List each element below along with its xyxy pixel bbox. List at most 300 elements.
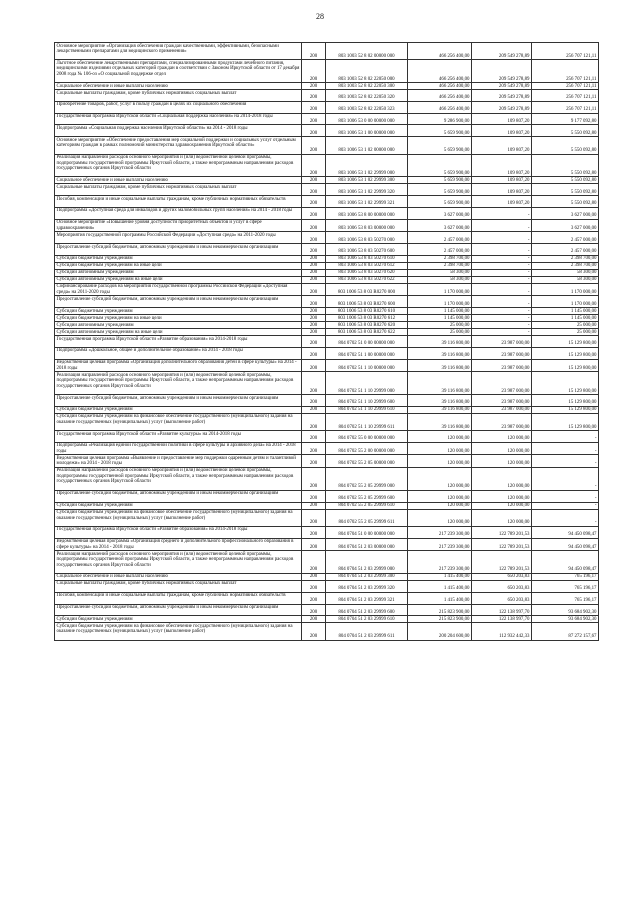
row-executed-amount: 122 789 201,53 [472, 526, 532, 538]
row-classification: 804 0704 51 2 03 29999 611 [326, 623, 408, 640]
table-row [55, 137, 599, 154]
table-row [55, 467, 599, 490]
table-row [55, 526, 599, 538]
row-executed-amount: 109 807,20 [472, 137, 532, 154]
row-classification: 803 1006 53 0 00 00000 000 [326, 113, 408, 125]
row-classification: 803 1006 53 8 03 R0270 612 [326, 315, 408, 322]
row-name: Субсидии бюджетным учреждениям [55, 616, 302, 623]
row-unexecuted-amount: 3 627 000,00 [532, 219, 599, 232]
row-code: 200 [302, 219, 326, 232]
row-classification: 803 1006 53 1 00 00000 000 [326, 125, 408, 137]
row-unexecuted-amount: 5 550 092,80 [532, 196, 599, 208]
row-executed-amount: 209 549 278,89 [472, 83, 532, 90]
row-executed-amount: - [472, 329, 532, 336]
row-unexecuted-amount: - [532, 502, 599, 509]
row-name: Подпрограмма «Реализация единой государственной политики в сфере культуры и архивного дела» на 2014 - 2018 годы [55, 442, 302, 455]
row-executed-amount: 120 000,00 [472, 455, 532, 468]
row-executed-amount: 122 789 201,53 [472, 538, 532, 551]
row-unexecuted-amount: 2 398 700,00 [532, 255, 599, 262]
table-row [55, 90, 599, 102]
row-classification: 803 1006 53 1 02 29999 321 [326, 196, 408, 208]
row-code: 200 [302, 184, 326, 196]
row-approved-amount: 2 457 000,00 [408, 232, 472, 244]
row-approved-amount: 1 415 400,00 [408, 573, 472, 580]
row-code: 200 [302, 283, 326, 296]
table-row [55, 442, 599, 455]
row-unexecuted-amount: 765 196,17 [532, 580, 599, 592]
row-executed-amount: - [472, 322, 532, 329]
table-row [55, 283, 599, 296]
table-row [55, 232, 599, 244]
row-executed-amount: 112 932 442,33 [472, 623, 532, 640]
row-name: Ведомственная целевая программа «Организация среднего и дополнительного профессионального образования в сфере культуры» на 2014 - 2018 годы [55, 538, 302, 551]
table-row [55, 538, 599, 551]
table-row [55, 60, 599, 83]
row-approved-amount: 2 398 700,00 [408, 262, 472, 269]
row-executed-amount: - [472, 308, 532, 315]
table-row [55, 329, 599, 336]
row-name: Социальные выплаты гражданам, кроме публичных нормативных социальных выплат [55, 184, 302, 196]
row-unexecuted-amount: 9 177 092,80 [532, 113, 599, 125]
row-executed-amount: 23 987 000,00 [472, 372, 532, 395]
row-name: Субсидии бюджетным учреждениям на иные цели [55, 262, 302, 269]
row-unexecuted-amount: 5 550 092,80 [532, 137, 599, 154]
row-code: 200 [302, 509, 326, 526]
row-classification: 803 1006 53 8 03 R0270 000 [326, 283, 408, 296]
row-unexecuted-amount: 256 707 121,11 [532, 90, 599, 102]
row-executed-amount: - [472, 244, 532, 256]
row-unexecuted-amount: 58 300,00 [532, 269, 599, 276]
row-name: Льготное обеспечение лекарственными препаратами, специализированными продуктами лечебного питания, медицинскими изделиями отдельных категорий граждан в соответствии с Законом Иркутской области от 17 декабря 2008 года № 106-оз «О социальной поддержке отдел [55, 60, 302, 83]
row-executed-amount: 120 000,00 [472, 442, 532, 455]
row-code: 200 [302, 372, 326, 395]
row-code: 200 [302, 177, 326, 184]
row-classification: 803 1006 53 8 03 R0270 622 [326, 329, 408, 336]
row-unexecuted-amount: 3 627 000,00 [532, 207, 599, 219]
row-code: 200 [302, 580, 326, 592]
row-name: Субсидии бюджетным учреждениям на финансовое обеспечение государственного (муниципального) задания на оказание государственных (муниципальных) услуг (выполнение работ) [55, 413, 302, 430]
row-name: Ведомственная целевая программа «Выявление и предоставление мер поддержки одаренным детям и талантливой молодежи» на 2014 - 2018 годы [55, 455, 302, 468]
row-approved-amount: 39 116 800,00 [408, 372, 472, 395]
row-code: 200 [302, 137, 326, 154]
row-code: 200 [302, 551, 326, 574]
row-code: 200 [302, 315, 326, 322]
row-approved-amount: 466 256 400,00 [408, 83, 472, 90]
row-code: 200 [302, 592, 326, 604]
row-executed-amount: 120 000,00 [472, 509, 532, 526]
row-classification: 803 1006 53 8 03 50270 620 [326, 269, 408, 276]
row-unexecuted-amount: 15 129 800,00 [532, 413, 599, 430]
row-name: Социальное обеспечение и иные выплаты населению [55, 573, 302, 580]
row-unexecuted-amount: 25 000,00 [532, 329, 599, 336]
table-row [55, 154, 599, 177]
row-approved-amount: 9 286 900,00 [408, 113, 472, 125]
table-row [55, 125, 599, 137]
row-classification: 803 1006 53 8 03 R0270 610 [326, 308, 408, 315]
row-code: 200 [302, 269, 326, 276]
row-name: Реализация направлений расходов основного мероприятия и (или) ведомственной целевой программы, подпрограммы государственной программы Иркутской области, а также непрограммным направлениям расходов государственных органов Иркутской области [55, 372, 302, 395]
row-code: 200 [302, 573, 326, 580]
row-classification: 803 1006 53 1 02 00000 000 [326, 137, 408, 154]
row-executed-amount: 109 807,20 [472, 196, 532, 208]
row-executed-amount: 120 000,00 [472, 502, 532, 509]
row-executed-amount: 109 807,20 [472, 154, 532, 177]
row-approved-amount: 466 256 400,00 [408, 90, 472, 102]
row-classification: 803 1003 52 8 02 22050 000 [326, 60, 408, 83]
row-code: 200 [302, 232, 326, 244]
row-approved-amount: 5 659 900,00 [408, 177, 472, 184]
row-code: 200 [302, 322, 326, 329]
row-classification: 803 1006 53 1 02 29999 000 [326, 154, 408, 177]
row-approved-amount: 58 300,00 [408, 276, 472, 283]
row-executed-amount: - [472, 315, 532, 322]
row-approved-amount: 1 170 000,00 [408, 283, 472, 296]
table-row [55, 269, 599, 276]
row-code: 200 [302, 347, 326, 359]
row-classification: 804 0702 55 2 05 29999 611 [326, 509, 408, 526]
row-name: Государственная программа Иркутской области «Развитие образования» на 2014-2018 годы [55, 336, 302, 348]
row-name: Субсидии бюджетным учреждениям на иные цели [55, 315, 302, 322]
row-code: 200 [302, 196, 326, 208]
row-approved-amount: 217 239 300,00 [408, 551, 472, 574]
row-code: 200 [302, 336, 326, 348]
table-row [55, 623, 599, 640]
row-approved-amount: 3 627 000,00 [408, 207, 472, 219]
row-name: Пособия, компенсации и иные социальные выплаты гражданам, кроме публичных нормативных обязательств [55, 196, 302, 208]
row-approved-amount: 58 300,00 [408, 269, 472, 276]
table-row [55, 592, 599, 604]
table-row [55, 372, 599, 395]
row-classification: 804 0704 51 2 03 29999 610 [326, 616, 408, 623]
row-unexecuted-amount: 15 129 800,00 [532, 372, 599, 395]
row-code: 200 [302, 255, 326, 262]
table-row [55, 308, 599, 315]
row-name: Предоставление субсидий бюджетным, автономным учреждениям и иным некоммерческим организациям [55, 244, 302, 256]
row-approved-amount: 25 000,00 [408, 322, 472, 329]
row-code: 200 [302, 616, 326, 623]
table-row [55, 296, 599, 308]
row-classification: 804 0702 55 0 00 00000 000 [326, 431, 408, 443]
row-approved-amount: 5 659 900,00 [408, 184, 472, 196]
row-unexecuted-amount: 87 272 157,67 [532, 623, 599, 640]
row-code: 200 [302, 43, 326, 60]
row-classification: 803 1006 53 1 02 29999 300 [326, 177, 408, 184]
row-code: 200 [302, 329, 326, 336]
row-unexecuted-amount: - [532, 509, 599, 526]
row-approved-amount: 2 457 000,00 [408, 244, 472, 256]
row-name: Субсидии автономным учреждениям [55, 322, 302, 329]
row-name: Основное мероприятие «Организация обеспечения граждан качественными, эффективными, безопасными лекарственными препаратами для медицинского применения» [55, 43, 302, 60]
row-name: Приобретение товаров, работ, услуг в пользу граждан в целях их социального обеспечения [55, 101, 302, 113]
table-row [55, 255, 599, 262]
table-row [55, 395, 599, 407]
row-code: 200 [302, 467, 326, 490]
row-unexecuted-amount: 94 450 098,47 [532, 538, 599, 551]
row-name: Реализация направлений расходов основного мероприятия и (или) ведомственной целевой программы, подпрограммы государственной программы Иркутской области, а также непрограммным направлениям расходов государственных органов Иркутской области [55, 154, 302, 177]
row-approved-amount: 120 000,00 [408, 431, 472, 443]
row-executed-amount: 209 549 278,89 [472, 43, 532, 60]
row-executed-amount: 209 549 278,89 [472, 60, 532, 83]
row-name: Предоставление субсидий бюджетным, автономным учреждениям и иным некоммерческим организациям [55, 604, 302, 616]
row-code: 200 [302, 359, 326, 372]
row-classification: 803 1006 53 8 03 50270 000 [326, 232, 408, 244]
row-classification: 803 1003 52 8 02 22050 300 [326, 83, 408, 90]
row-approved-amount: 217 239 300,00 [408, 526, 472, 538]
row-classification: 804 0702 51 1 10 29999 611 [326, 413, 408, 430]
table-row [55, 184, 599, 196]
table-row [55, 315, 599, 322]
row-approved-amount: 1 145 000,00 [408, 308, 472, 315]
table-row [55, 101, 599, 113]
table-row [55, 490, 599, 502]
row-code: 200 [302, 113, 326, 125]
table-row [55, 244, 599, 256]
row-approved-amount: 5 659 900,00 [408, 125, 472, 137]
row-unexecuted-amount: 15 129 800,00 [532, 336, 599, 348]
row-executed-amount: 650 203,83 [472, 573, 532, 580]
row-classification: 803 1006 53 8 03 50270 600 [326, 244, 408, 256]
row-name: Подпрограмма «Дошкольное, общее и дополнительное образование» на 2014 - 2018 годы [55, 347, 302, 359]
row-name: Субсидии бюджетным учреждениям [55, 502, 302, 509]
table-row [55, 359, 599, 372]
row-code: 200 [302, 442, 326, 455]
row-approved-amount: 5 659 900,00 [408, 196, 472, 208]
row-executed-amount: 109 807,20 [472, 113, 532, 125]
row-classification: 803 1006 53 8 03 R0270 600 [326, 296, 408, 308]
table-row [55, 322, 599, 329]
row-code: 200 [302, 623, 326, 640]
table-row [55, 113, 599, 125]
row-unexecuted-amount: 5 550 092,80 [532, 184, 599, 196]
row-unexecuted-amount: 58 300,00 [532, 276, 599, 283]
row-name: Субсидии бюджетным учреждениям [55, 308, 302, 315]
row-approved-amount: 39 116 800,00 [408, 347, 472, 359]
row-approved-amount: 1 415 400,00 [408, 592, 472, 604]
row-executed-amount: 23 987 000,00 [472, 347, 532, 359]
row-unexecuted-amount: 15 129 800,00 [532, 347, 599, 359]
row-unexecuted-amount: - [532, 442, 599, 455]
row-name: Подпрограмма «Социальная поддержка населения Иркутской области» на 2014 - 2018 годы [55, 125, 302, 137]
row-classification: 803 1003 52 8 02 22050 320 [326, 90, 408, 102]
row-code: 200 [302, 262, 326, 269]
row-executed-amount: - [472, 207, 532, 219]
row-name: Субсидии автономным учреждениям на иные цели [55, 276, 302, 283]
row-name: Предоставление субсидий бюджетным, автономным учреждениям и иным некоммерческим организациям [55, 490, 302, 502]
row-executed-amount: 23 987 000,00 [472, 413, 532, 430]
row-approved-amount: 466 256 400,00 [408, 60, 472, 83]
row-name: Реализация направлений расходов основного мероприятия и (или) ведомственной целевой программы, подпрограммы государственной программы Иркутской области, а также непрограммным направлениям расходов государственных органов Иркутской области [55, 551, 302, 574]
row-code: 200 [302, 60, 326, 83]
row-unexecuted-amount: 15 129 800,00 [532, 395, 599, 407]
row-name: Государственная программа Иркутской области «Социальная поддержка населения» на 2014-2018 годы [55, 113, 302, 125]
row-unexecuted-amount: 1 170 000,00 [532, 296, 599, 308]
row-executed-amount: 122 138 997,70 [472, 616, 532, 623]
row-unexecuted-amount: 25 000,00 [532, 322, 599, 329]
row-code: 200 [302, 276, 326, 283]
row-code: 200 [302, 413, 326, 430]
row-executed-amount: 209 549 278,89 [472, 90, 532, 102]
row-executed-amount: - [472, 255, 532, 262]
row-name: Мероприятия государственной программы Российской Федерации «Доступная среда» на 2011-2020 годы [55, 232, 302, 244]
row-unexecuted-amount: 1 145 000,00 [532, 308, 599, 315]
row-executed-amount: 23 987 000,00 [472, 359, 532, 372]
row-classification: 804 0702 51 1 10 29999 610 [326, 406, 408, 413]
row-classification: 803 1006 53 8 03 R0270 620 [326, 322, 408, 329]
row-executed-amount: 120 000,00 [472, 431, 532, 443]
row-executed-amount: 109 807,20 [472, 184, 532, 196]
table-row [55, 196, 599, 208]
row-executed-amount: 109 807,20 [472, 177, 532, 184]
row-classification: 803 1006 53 1 02 29999 320 [326, 184, 408, 196]
row-approved-amount: 5 659 900,00 [408, 154, 472, 177]
row-approved-amount: 200 204 600,00 [408, 623, 472, 640]
row-approved-amount: 120 000,00 [408, 467, 472, 490]
row-unexecuted-amount: 94 450 098,47 [532, 551, 599, 574]
table-row [55, 580, 599, 592]
row-approved-amount: 3 627 000,00 [408, 219, 472, 232]
row-approved-amount: 120 000,00 [408, 490, 472, 502]
row-name: Социальное обеспечение и иные выплаты населению [55, 83, 302, 90]
row-code: 200 [302, 502, 326, 509]
row-name: Предоставление субсидий бюджетным, автономным учреждениям и иным некоммерческим организациям [55, 395, 302, 407]
row-executed-amount: 122 789 201,53 [472, 551, 532, 574]
row-name: Социальные выплаты гражданам, кроме публичных нормативных социальных выплат [55, 580, 302, 592]
row-name: Подпрограмма «Доступная среда для инвалидов и других маломобильных групп населения» на 2014 - 2018 годы [55, 207, 302, 219]
row-classification: 804 0702 51 0 00 00000 000 [326, 336, 408, 348]
page-number: 28 [316, 12, 324, 21]
table-row [55, 347, 599, 359]
row-name: Государственная программа Иркутской области «Развитие культуры» на 2014-2018 годы [55, 431, 302, 443]
row-classification: 804 0704 51 2 03 29999 320 [326, 580, 408, 592]
row-approved-amount: 39 116 800,00 [408, 336, 472, 348]
row-unexecuted-amount: - [532, 431, 599, 443]
row-executed-amount: 120 000,00 [472, 467, 532, 490]
row-approved-amount: 25 000,00 [408, 329, 472, 336]
row-name: Субсидии бюджетным учреждениям на финансовое обеспечение государственного (муниципального) задания на оказание государственных (муниципальных) услуг (выполнение работ) [55, 623, 302, 640]
row-name: Социальное обеспечение и иные выплаты населению [55, 177, 302, 184]
table-row [55, 431, 599, 443]
row-unexecuted-amount: 256 707 121,11 [532, 60, 599, 83]
row-unexecuted-amount: - [532, 467, 599, 490]
row-code: 200 [302, 90, 326, 102]
row-unexecuted-amount: 94 450 098,47 [532, 526, 599, 538]
row-executed-amount: - [472, 219, 532, 232]
row-name: Государственная программа Иркутской области «Развитие образования» на 2014-2018 годы [55, 526, 302, 538]
row-classification: 804 0702 55 2 05 29999 600 [326, 490, 408, 502]
row-name: Субсидии автономным учреждениям на иные цели [55, 329, 302, 336]
row-name: Основное мероприятие «Обеспечение предоставления мер социальной поддержки и социальных услуг отдельным категориям граждан в рамках полномочий министерства здравоохранения Иркутской области» [55, 137, 302, 154]
row-approved-amount: 217 239 300,00 [408, 538, 472, 551]
row-classification: 803 1006 53 8 03 50270 612 [326, 262, 408, 269]
budget-table-body [55, 43, 599, 641]
row-executed-amount: - [472, 296, 532, 308]
row-unexecuted-amount: 256 707 121,11 [532, 83, 599, 90]
row-executed-amount: 23 987 000,00 [472, 406, 532, 413]
row-code: 200 [302, 125, 326, 137]
table-row [55, 83, 599, 90]
table-row [55, 573, 599, 580]
row-code: 200 [302, 455, 326, 468]
row-approved-amount: 466 256 400,00 [408, 43, 472, 60]
row-classification: 804 0704 51 2 03 29999 321 [326, 592, 408, 604]
table-row [55, 604, 599, 616]
row-name: Субсидии автономным учреждениям [55, 269, 302, 276]
row-classification: 803 1006 53 8 03 50270 622 [326, 276, 408, 283]
table-row [55, 207, 599, 219]
row-code: 200 [302, 490, 326, 502]
row-approved-amount: 120 000,00 [408, 502, 472, 509]
row-approved-amount: 215 823 900,00 [408, 616, 472, 623]
row-classification: 804 0702 55 2 05 29999 610 [326, 502, 408, 509]
row-executed-amount: 23 987 000,00 [472, 336, 532, 348]
row-executed-amount: 209 549 278,89 [472, 101, 532, 113]
budget-table [54, 42, 599, 641]
table-row [55, 616, 599, 623]
table-row [55, 455, 599, 468]
row-classification: 804 0704 51 2 03 29999 300 [326, 573, 408, 580]
row-unexecuted-amount: 765 196,17 [532, 573, 599, 580]
row-executed-amount: - [472, 283, 532, 296]
row-name: Пособия, компенсации и иные социальные выплаты гражданам, кроме публичных нормативных обязательств [55, 592, 302, 604]
table-row [55, 177, 599, 184]
row-approved-amount: 120 000,00 [408, 455, 472, 468]
table-row [55, 276, 599, 283]
row-executed-amount: - [472, 232, 532, 244]
row-name: Основное мероприятие «Повышение уровня доступности приоритетных объектов и услуг в сфере здравоохранения» [55, 219, 302, 232]
row-approved-amount: 39 116 800,00 [408, 395, 472, 407]
row-unexecuted-amount: - [532, 455, 599, 468]
row-name: Предоставление субсидий бюджетным, автономным учреждениям и иным некоммерческим организациям [55, 296, 302, 308]
row-approved-amount: 39 116 800,00 [408, 359, 472, 372]
row-approved-amount: 1 415 400,00 [408, 580, 472, 592]
row-classification: 804 0704 51 2 03 29999 000 [326, 551, 408, 574]
row-unexecuted-amount: - [532, 490, 599, 502]
row-classification: 803 1003 52 8 02 22050 323 [326, 101, 408, 113]
row-classification: 804 0702 51 1 00 00000 000 [326, 347, 408, 359]
row-code: 200 [302, 244, 326, 256]
row-code: 200 [302, 604, 326, 616]
row-classification: 804 0702 51 1 10 00000 000 [326, 359, 408, 372]
row-classification: 803 1006 53 8 03 00000 000 [326, 219, 408, 232]
row-unexecuted-amount: 5 550 092,80 [532, 154, 599, 177]
row-classification: 803 1006 53 8 00 00000 000 [326, 207, 408, 219]
row-code: 200 [302, 207, 326, 219]
row-executed-amount: 122 138 997,70 [472, 604, 532, 616]
row-code: 200 [302, 296, 326, 308]
row-classification: 804 0704 51 0 00 00000 000 [326, 526, 408, 538]
row-code: 200 [302, 526, 326, 538]
row-code: 200 [302, 154, 326, 177]
row-code: 200 [302, 406, 326, 413]
table-row [55, 406, 599, 413]
row-name: Субсидии бюджетным учреждениям [55, 406, 302, 413]
row-unexecuted-amount: 256 707 121,11 [532, 43, 599, 60]
row-approved-amount: 39 116 800,00 [408, 406, 472, 413]
row-code: 200 [302, 83, 326, 90]
row-classification: 803 1006 53 8 03 50270 610 [326, 255, 408, 262]
row-name: Софинансирование расходов на мероприятия государственной программы Российской Федерации «Доступная среда» на 2011-2020 годы [55, 283, 302, 296]
row-code: 200 [302, 431, 326, 443]
row-executed-amount: - [472, 262, 532, 269]
row-approved-amount: 5 659 900,00 [408, 137, 472, 154]
row-classification: 804 0704 51 2 03 29999 600 [326, 604, 408, 616]
row-unexecuted-amount: 15 129 800,00 [532, 359, 599, 372]
row-approved-amount: 466 256 400,00 [408, 101, 472, 113]
row-classification: 804 0702 51 1 10 29999 600 [326, 395, 408, 407]
row-approved-amount: 120 000,00 [408, 442, 472, 455]
row-unexecuted-amount: 256 707 121,11 [532, 101, 599, 113]
table-row [55, 43, 599, 60]
